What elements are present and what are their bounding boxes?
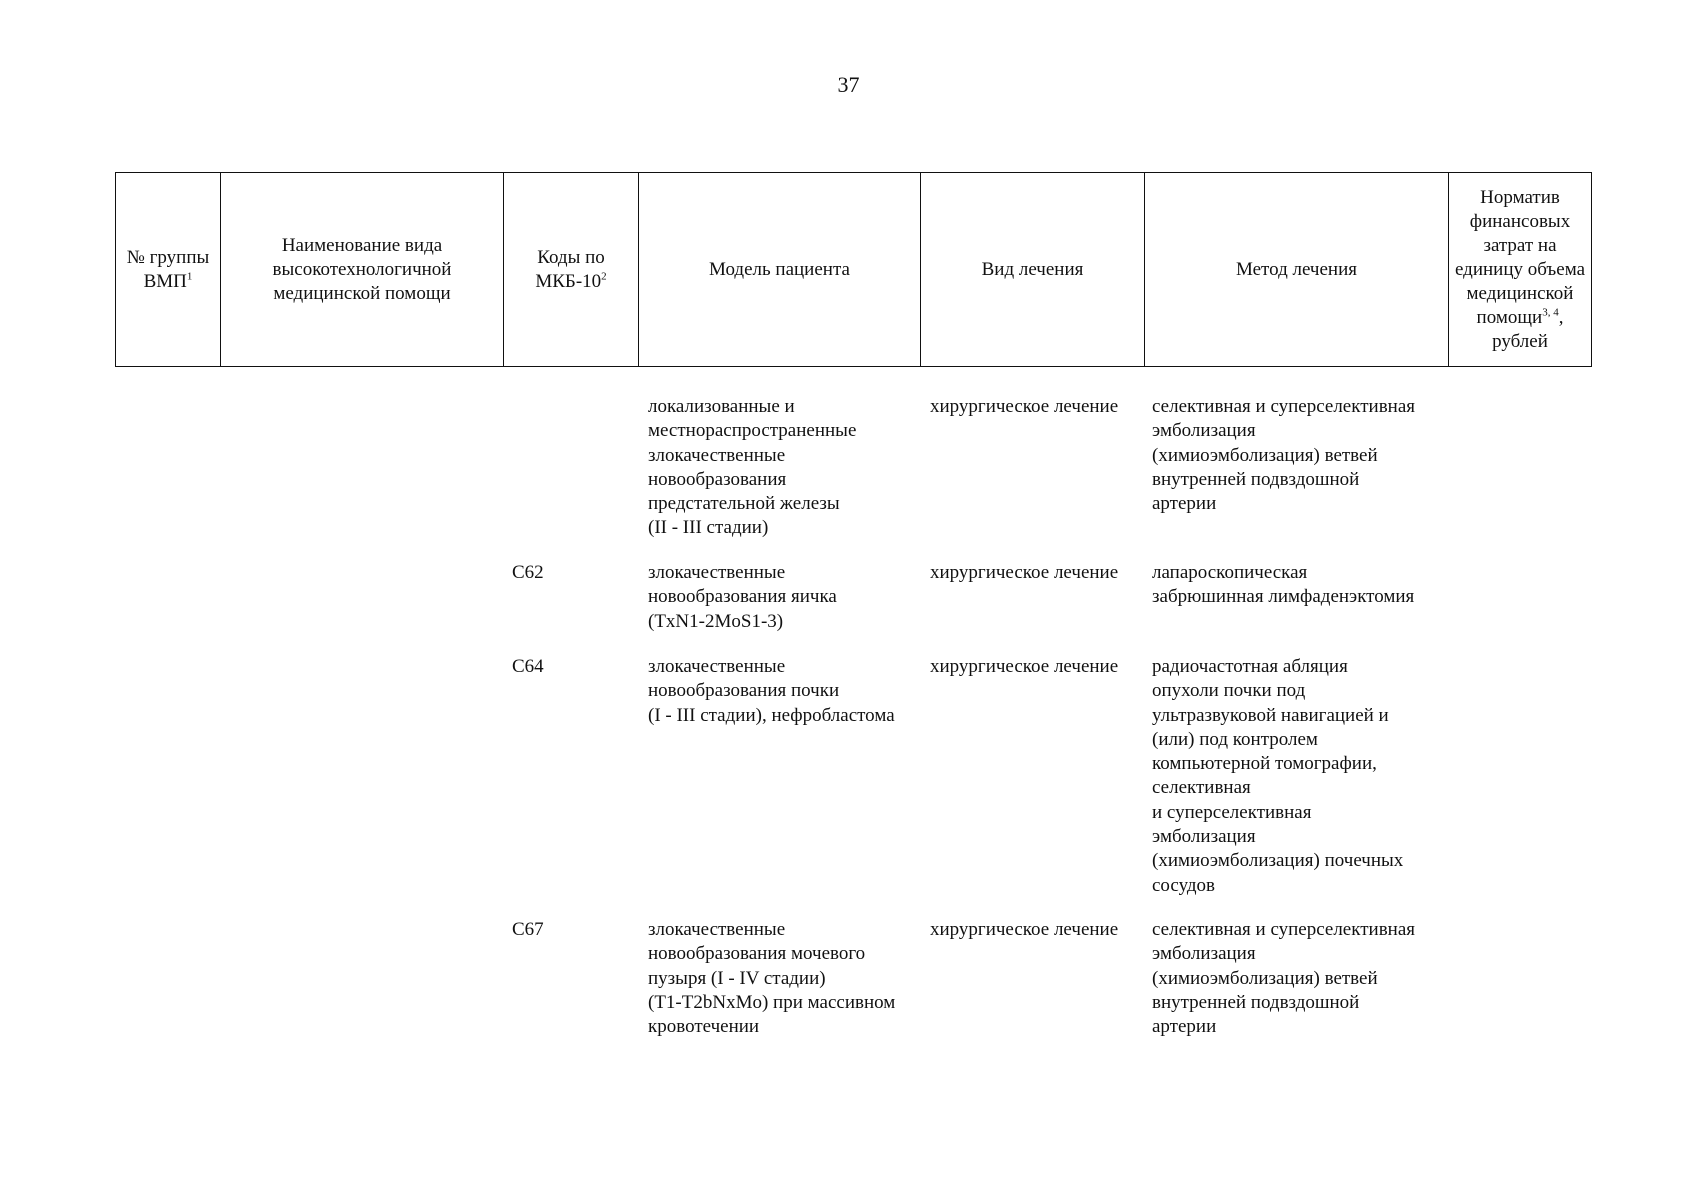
row-treatment-method: селективная и суперселективная эмболизация (химиоэмболизация) ветвей внутренней подвздошной артерии bbox=[1152, 396, 1416, 515]
row-code: C64 bbox=[512, 656, 544, 677]
header-codes: Коды по МКБ-$10^2$ bbox=[504, 173, 639, 367]
row-treatment-type: хирургическое лечение bbox=[930, 396, 1119, 417]
row-code: C62 bbox=[512, 562, 544, 583]
header-group-no: № группы ВМП$^1$ bbox=[116, 173, 221, 367]
page-number: 37 bbox=[837, 72, 860, 97]
row-patient-model: злокачественные новообразования мочевого пузыря (I - IV стадии) (T1-T2bNxMo) при массивном кровотечении bbox=[648, 919, 896, 1038]
header-treatment-type: Вид лечения bbox=[921, 173, 1145, 367]
row-treatment-method: селективная и суперселективная эмболизация (химиоэмболизация) ветвей внутренней подвздошной артерии bbox=[1152, 919, 1416, 1038]
row-patient-model: злокачественные новообразования яичка (TxN1-2MoS1-3) bbox=[648, 562, 837, 632]
row-treatment-type: хирургическое лечение bbox=[930, 919, 1119, 940]
header-cost-norm: Норматив финансовых затрат на единицу объема медицинской помощи$^{3, 4}$, рублей bbox=[1449, 173, 1592, 367]
header-treatment-method: Метод лечения bbox=[1145, 173, 1449, 367]
row-code: C67 bbox=[512, 919, 544, 940]
row-patient-model: локализованные и местнораспространенные злокачественные новообразования предстательной железы (II - III стадии) bbox=[648, 396, 857, 539]
header-type-name: Наименование вида высокотехнологичной медицинской помощи bbox=[221, 173, 504, 367]
table-header bbox=[115, 172, 1592, 367]
row-patient-model: злокачественные новообразования почки (I - III стадии), нефробластома bbox=[648, 656, 895, 726]
header-patient-model: Модель пациента bbox=[639, 173, 921, 367]
row-treatment-method: радиочастотная абляция опухоли почки под ультразвуковой навигацией и (или) под контролем компьютерной томографии, селективная и суперселективная эмболизация (химиоэмболизация) почечных сосудов bbox=[1152, 656, 1404, 896]
row-treatment-type: хирургическое лечение bbox=[930, 562, 1119, 583]
row-treatment-type: хирургическое лечение bbox=[930, 656, 1119, 677]
row-treatment-method: лапароскопическая забрюшинная лимфаденэктомия bbox=[1152, 562, 1415, 608]
